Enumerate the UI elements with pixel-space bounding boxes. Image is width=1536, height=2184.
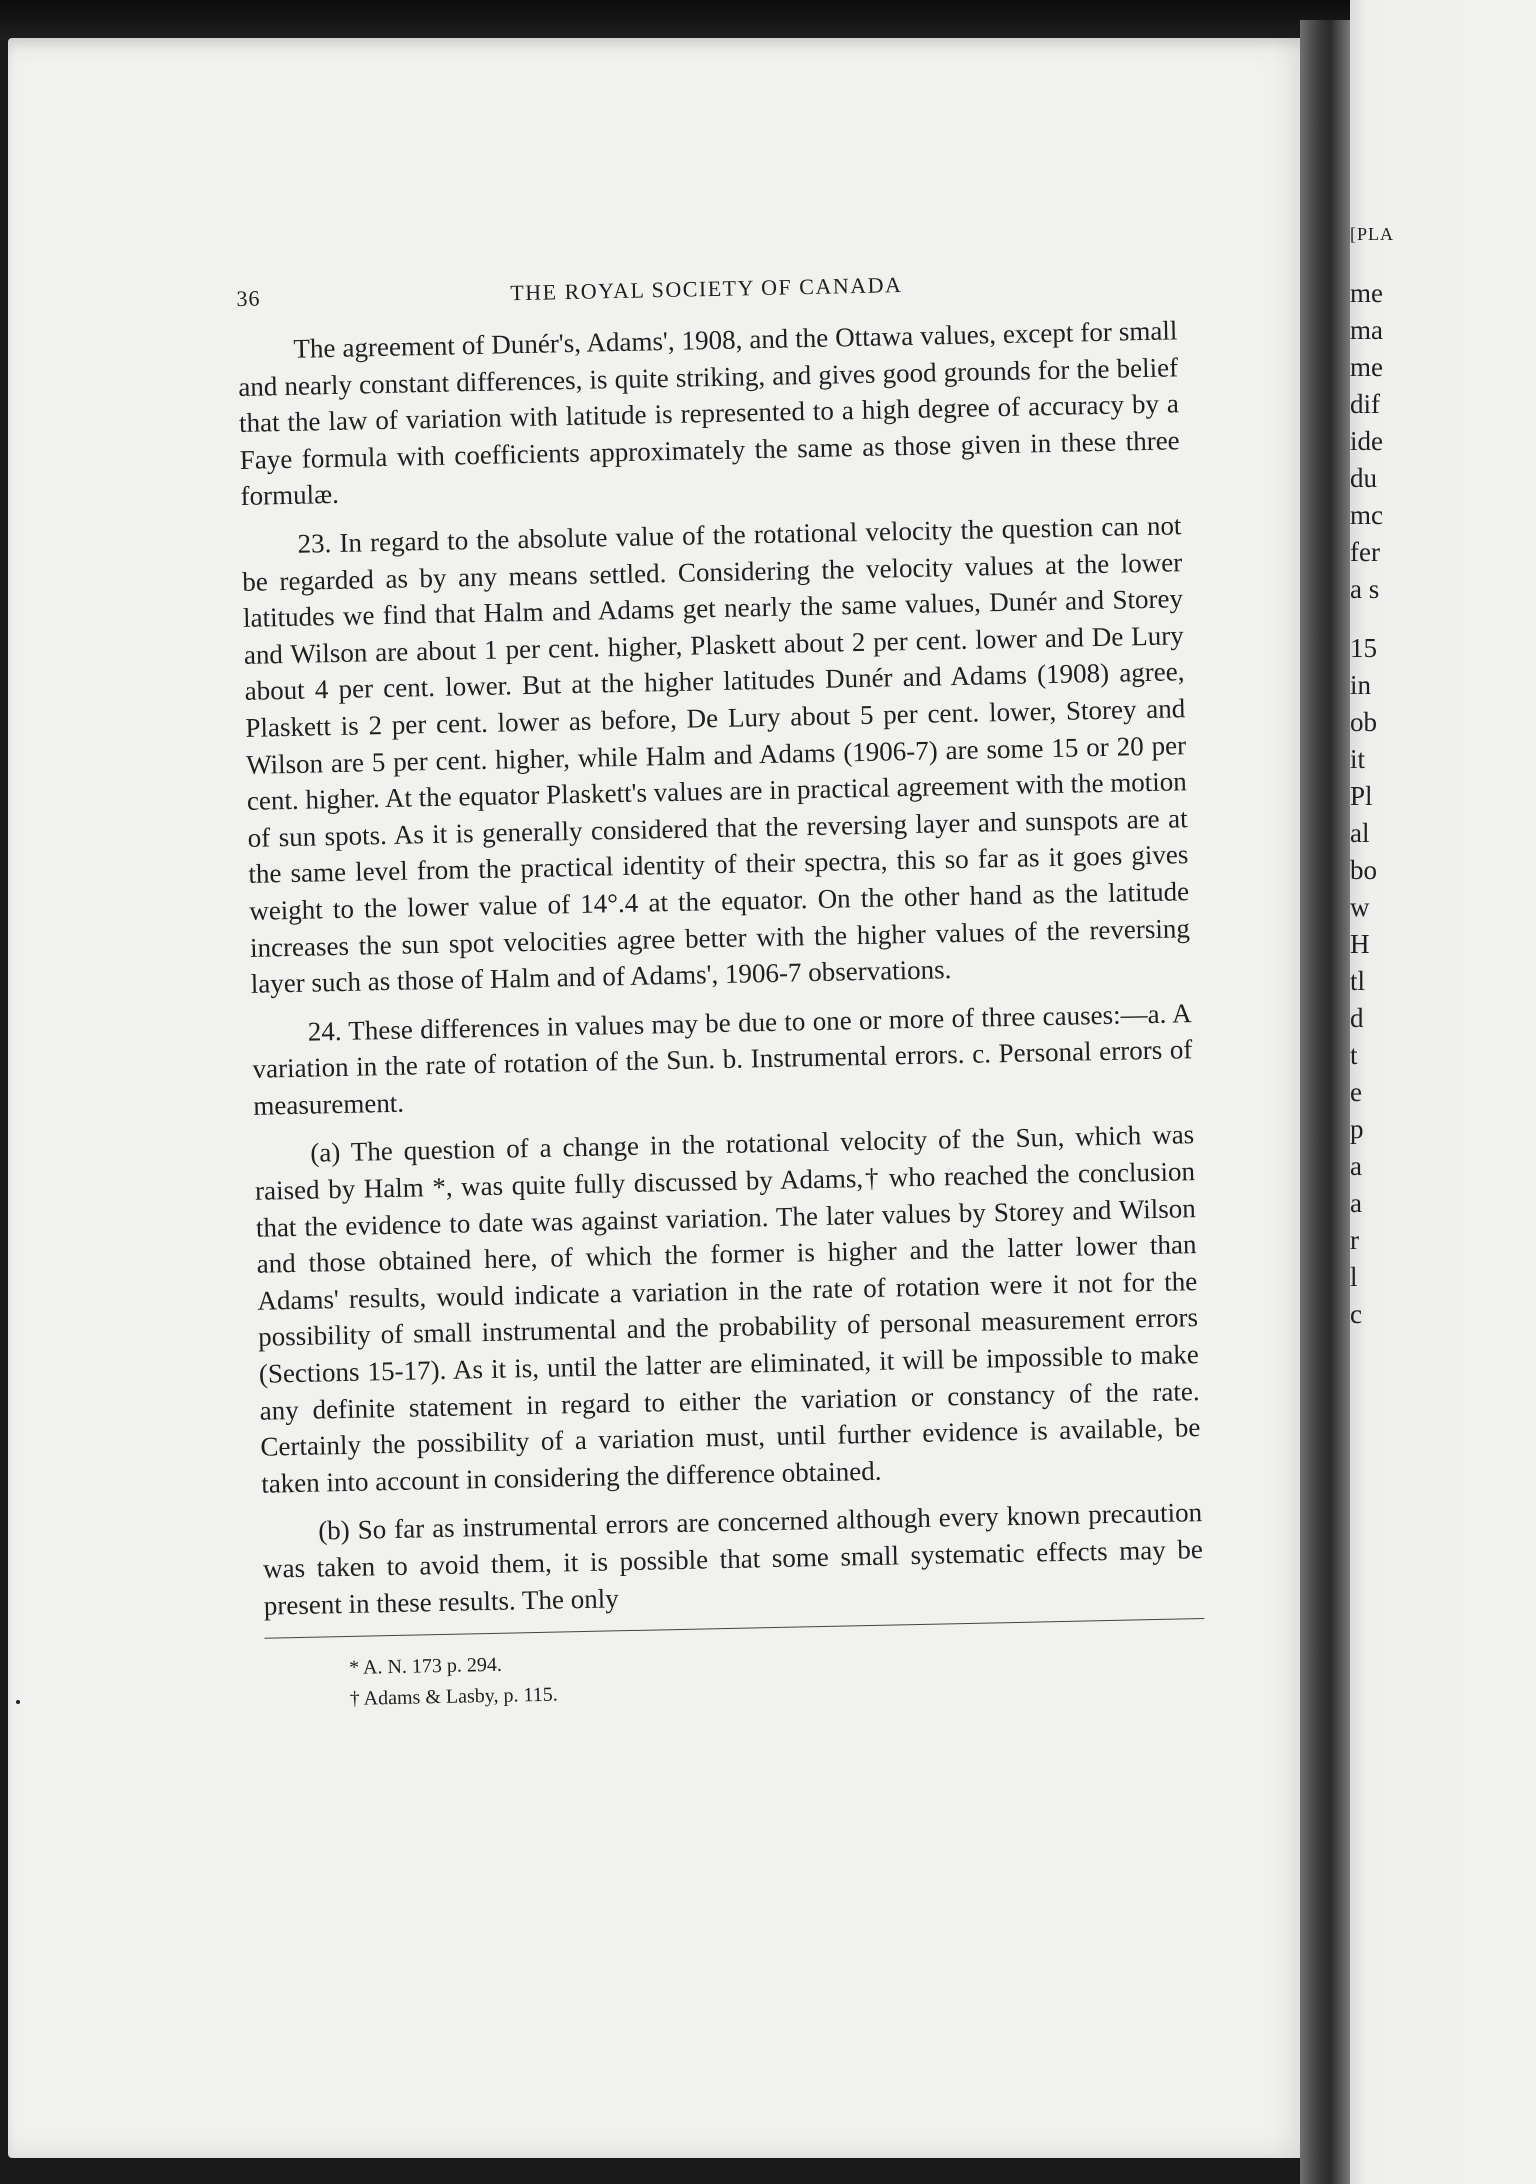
right-line: 15 (1350, 633, 1377, 663)
right-line: Pl (1350, 781, 1373, 811)
book-gutter (1300, 20, 1350, 2184)
right-line: dif (1350, 389, 1380, 419)
right-line: c (1350, 1299, 1362, 1329)
footnotes (265, 1635, 1206, 1717)
right-line: e (1350, 1077, 1362, 1107)
paragraph-section-23: 23. In regard to the absolute value of the rotational velocity the question can not be regarded as by any means settled. Considering the velocity values at the lower latitudes we find that Halm and Adams get nearly the same values, Dunér and Storey and Wilson are about 1 per cent. higher, Plaskett about 2 per cent. lower and De Lury about 4 per cent. lower. But at the higher latitudes Dunér and Adams (1908) agree, Plaskett is 2 per cent. lower as before, De Lury about 5 per cent. lower, Storey and Wilson are 5 per cent. higher, while Halm and Adams (1906-7) are some 15 or 20 per cent. higher. At the equator Plaskett's values are in practical agreement with the motion of sun spots. As it is generally considered that the reversing layer and sunspots are at the same level from the practical identity of their spectra, this so far as it goes gives weight to the lower value of 14°.4 at the equator. On the other hand as the latitude increases the sun spot velocities agree better with the higher values of the reversing layer such as those of Halm and of Adams', 1906-7 observations. (242, 510, 1191, 999)
right-line: me (1350, 278, 1383, 308)
paragraph-cause-a: (a) The question of a change in the rotational velocity of the Sun, which was raised by Halm *, was quite fully discussed by Adams,† who reached the conclusion that the evidence to date was against variation. The later values by Storey and Wilson and those obtained here, of which the former is higher and the latter lower than Adams' results, would indicate a variation in the rate of rotation were it not for the possibility of small instrumental and the probability of personal measurement errors (Sections 15-17). As it is, until the latter are eliminated, it will be impossible to make any definite statement in regard to either the variation or constancy of the rate. Certainly the possibility of a variation must, until further evidence is available, be taken into account in considering the difference obtained. (254, 1119, 1201, 1499)
right-line: bo (1350, 855, 1377, 885)
footnote-item: * A. N. 173 p. 294. (348, 1653, 503, 1680)
scan-speck (16, 1700, 20, 1704)
footnote-divider (264, 1618, 1204, 1639)
right-page (1350, 0, 1536, 2184)
page-number: 36 (236, 285, 261, 311)
right-line: a s (1350, 574, 1380, 604)
right-line: tl (1350, 966, 1366, 996)
page-header (236, 258, 1177, 322)
right-line: p (1350, 1114, 1364, 1144)
footnote-item: † Adams & Lasby, p. 115. (349, 1683, 558, 1711)
right-line: mc (1350, 500, 1383, 530)
right-page-text-visible (1350, 216, 1470, 1333)
right-line: t (1350, 1040, 1358, 1070)
paragraph: The agreement of Dunér's, Adams', 1908, and the Ottawa values, except for small and nearly constant differences, is quite striking, and gives good grounds for the belief that the law of variation with latitude is represented to a high degree of accuracy by a Faye formula with coefficients approximately the same as those given in these three formulæ. (237, 315, 1180, 512)
paragraph-section-24: 24. These differences in values may be due to one or more of three causes:—a. A variation in the rate of rotation of the Sun. b. Instrumental errors. c. Personal errors of measurement. (252, 997, 1193, 1121)
right-line: in (1350, 670, 1372, 700)
right-line: me (1350, 352, 1383, 382)
right-line: ide (1350, 426, 1383, 456)
right-line: r (1350, 1225, 1359, 1255)
right-line: du (1350, 463, 1377, 493)
right-line: d (1350, 1003, 1364, 1033)
left-page (8, 38, 1314, 2158)
right-paragraph-gap (1350, 608, 1470, 630)
right-line: H (1350, 929, 1370, 959)
right-line: ma (1350, 315, 1383, 345)
right-line: fer (1350, 537, 1380, 567)
right-line: w (1350, 892, 1370, 922)
running-head: THE ROYAL SOCIETY OF CANADA (510, 272, 903, 306)
right-line: l (1350, 1262, 1358, 1292)
right-line: al (1350, 818, 1370, 848)
right-line: a (1350, 1151, 1362, 1181)
paragraph-cause-b: (b) So far as instrumental errors are concerned although every known precaution was taken to avoid them, it is possible that some small systematic effects may be present in these results. The only (262, 1497, 1204, 1621)
right-line: a (1350, 1188, 1362, 1218)
right-line: it (1350, 744, 1366, 774)
right-line: ob (1350, 707, 1377, 737)
page-content (236, 258, 1206, 1717)
right-running-head: [PLA (1350, 224, 1394, 244)
